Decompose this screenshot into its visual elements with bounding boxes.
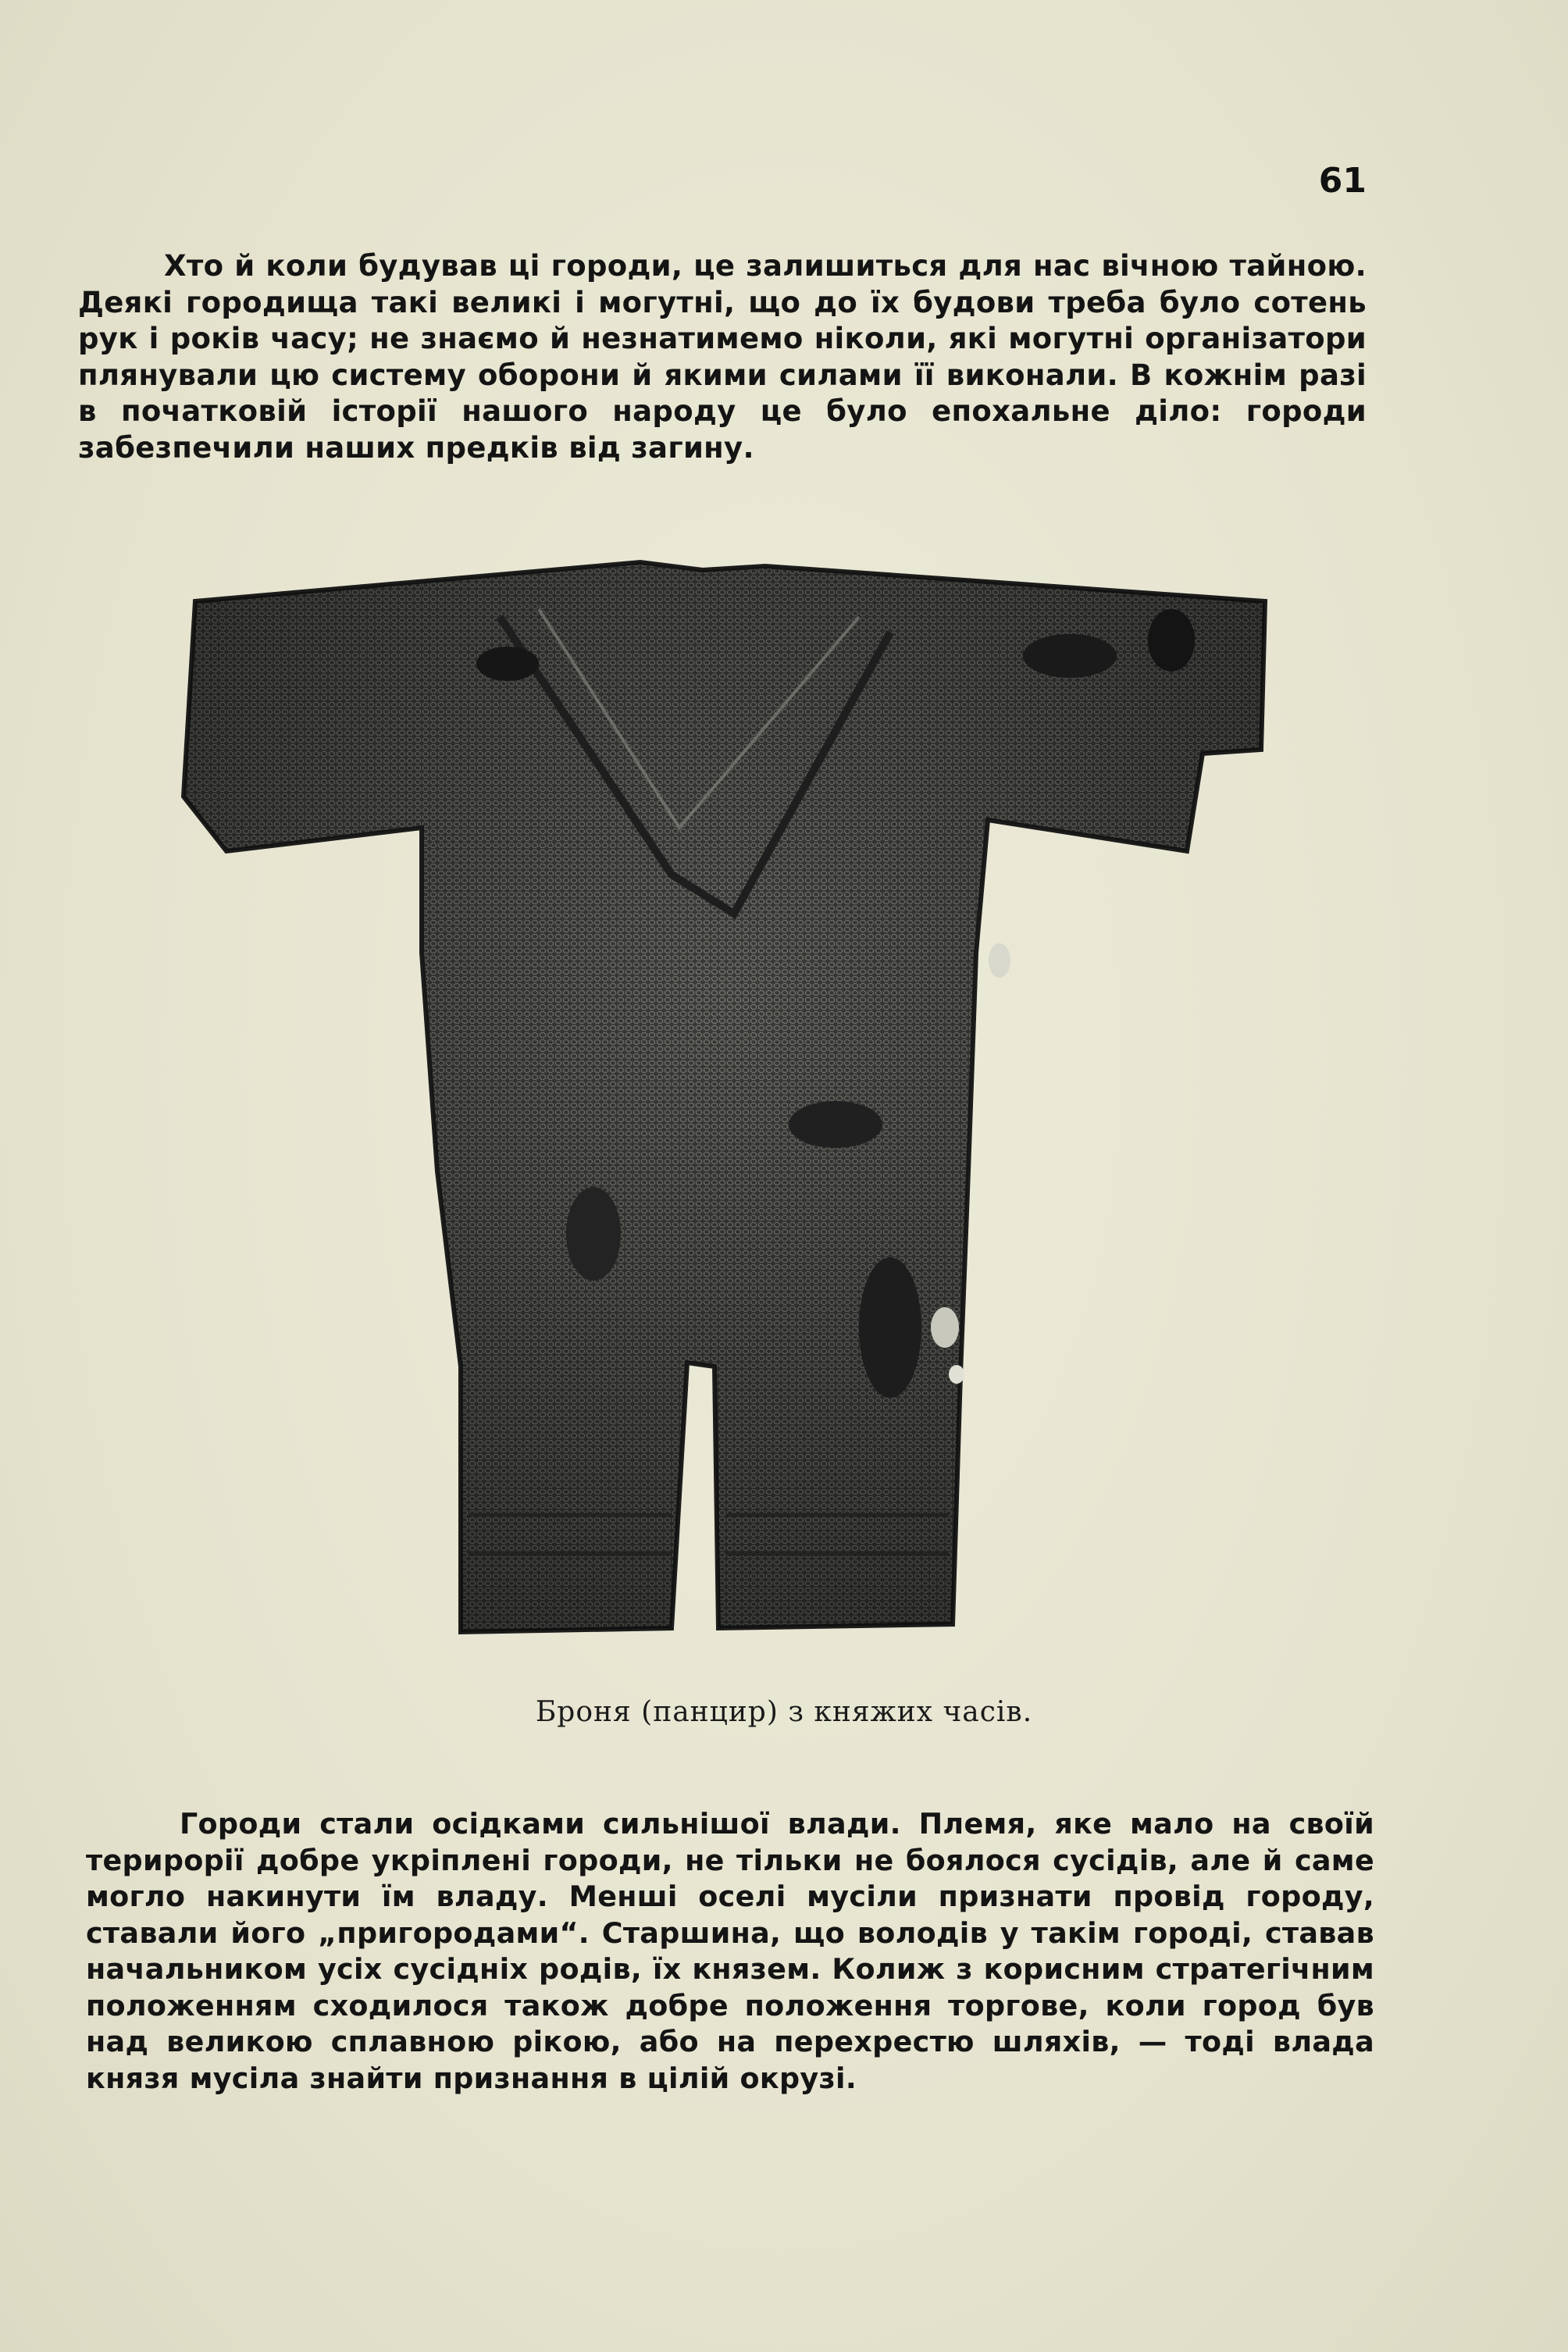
page-number: 61 (1318, 161, 1367, 201)
paragraph-bottom: Городи стали осідками сильнішої влади. Племя, яке мало на своїй терирорії добре укріплені городи, не тільки не боялося сусідів, але й саме могло накинути їм владу. Менші оселі мусіли признати провід городу, ставали його „пригородами“. Старшина, що володів у такім городі, ставав начальником усіх сусідніх родів, їх князем. Колиж з корисним стратегічним положенням сходилося також добре положення торгове, коли город був над великою сплавною рікою, або на перехрестю шляхів, — тоді влада князя мусіла знайти признання в цілій окрузі. (86, 1807, 1374, 2095)
chainmail-armor-illustration (172, 547, 1296, 1655)
paragraph-top: Хто й коли будував ці городи, це залишиться для нас вічною тайною. Деякі городища такі великі і могутні, що до їх будови треба було сотень рук і років часу; не знаємо й незнатимемо ніколи, які могутні організатори плянували цю систему оборони й якими силами її виконали. В кожнім разі в початковій історії нашого народу це було епохальне діло: городи забезпечили наших предків від загину. (78, 249, 1367, 465)
figure-caption: Броня (панцир) з княжих часів. (535, 1696, 1033, 1728)
